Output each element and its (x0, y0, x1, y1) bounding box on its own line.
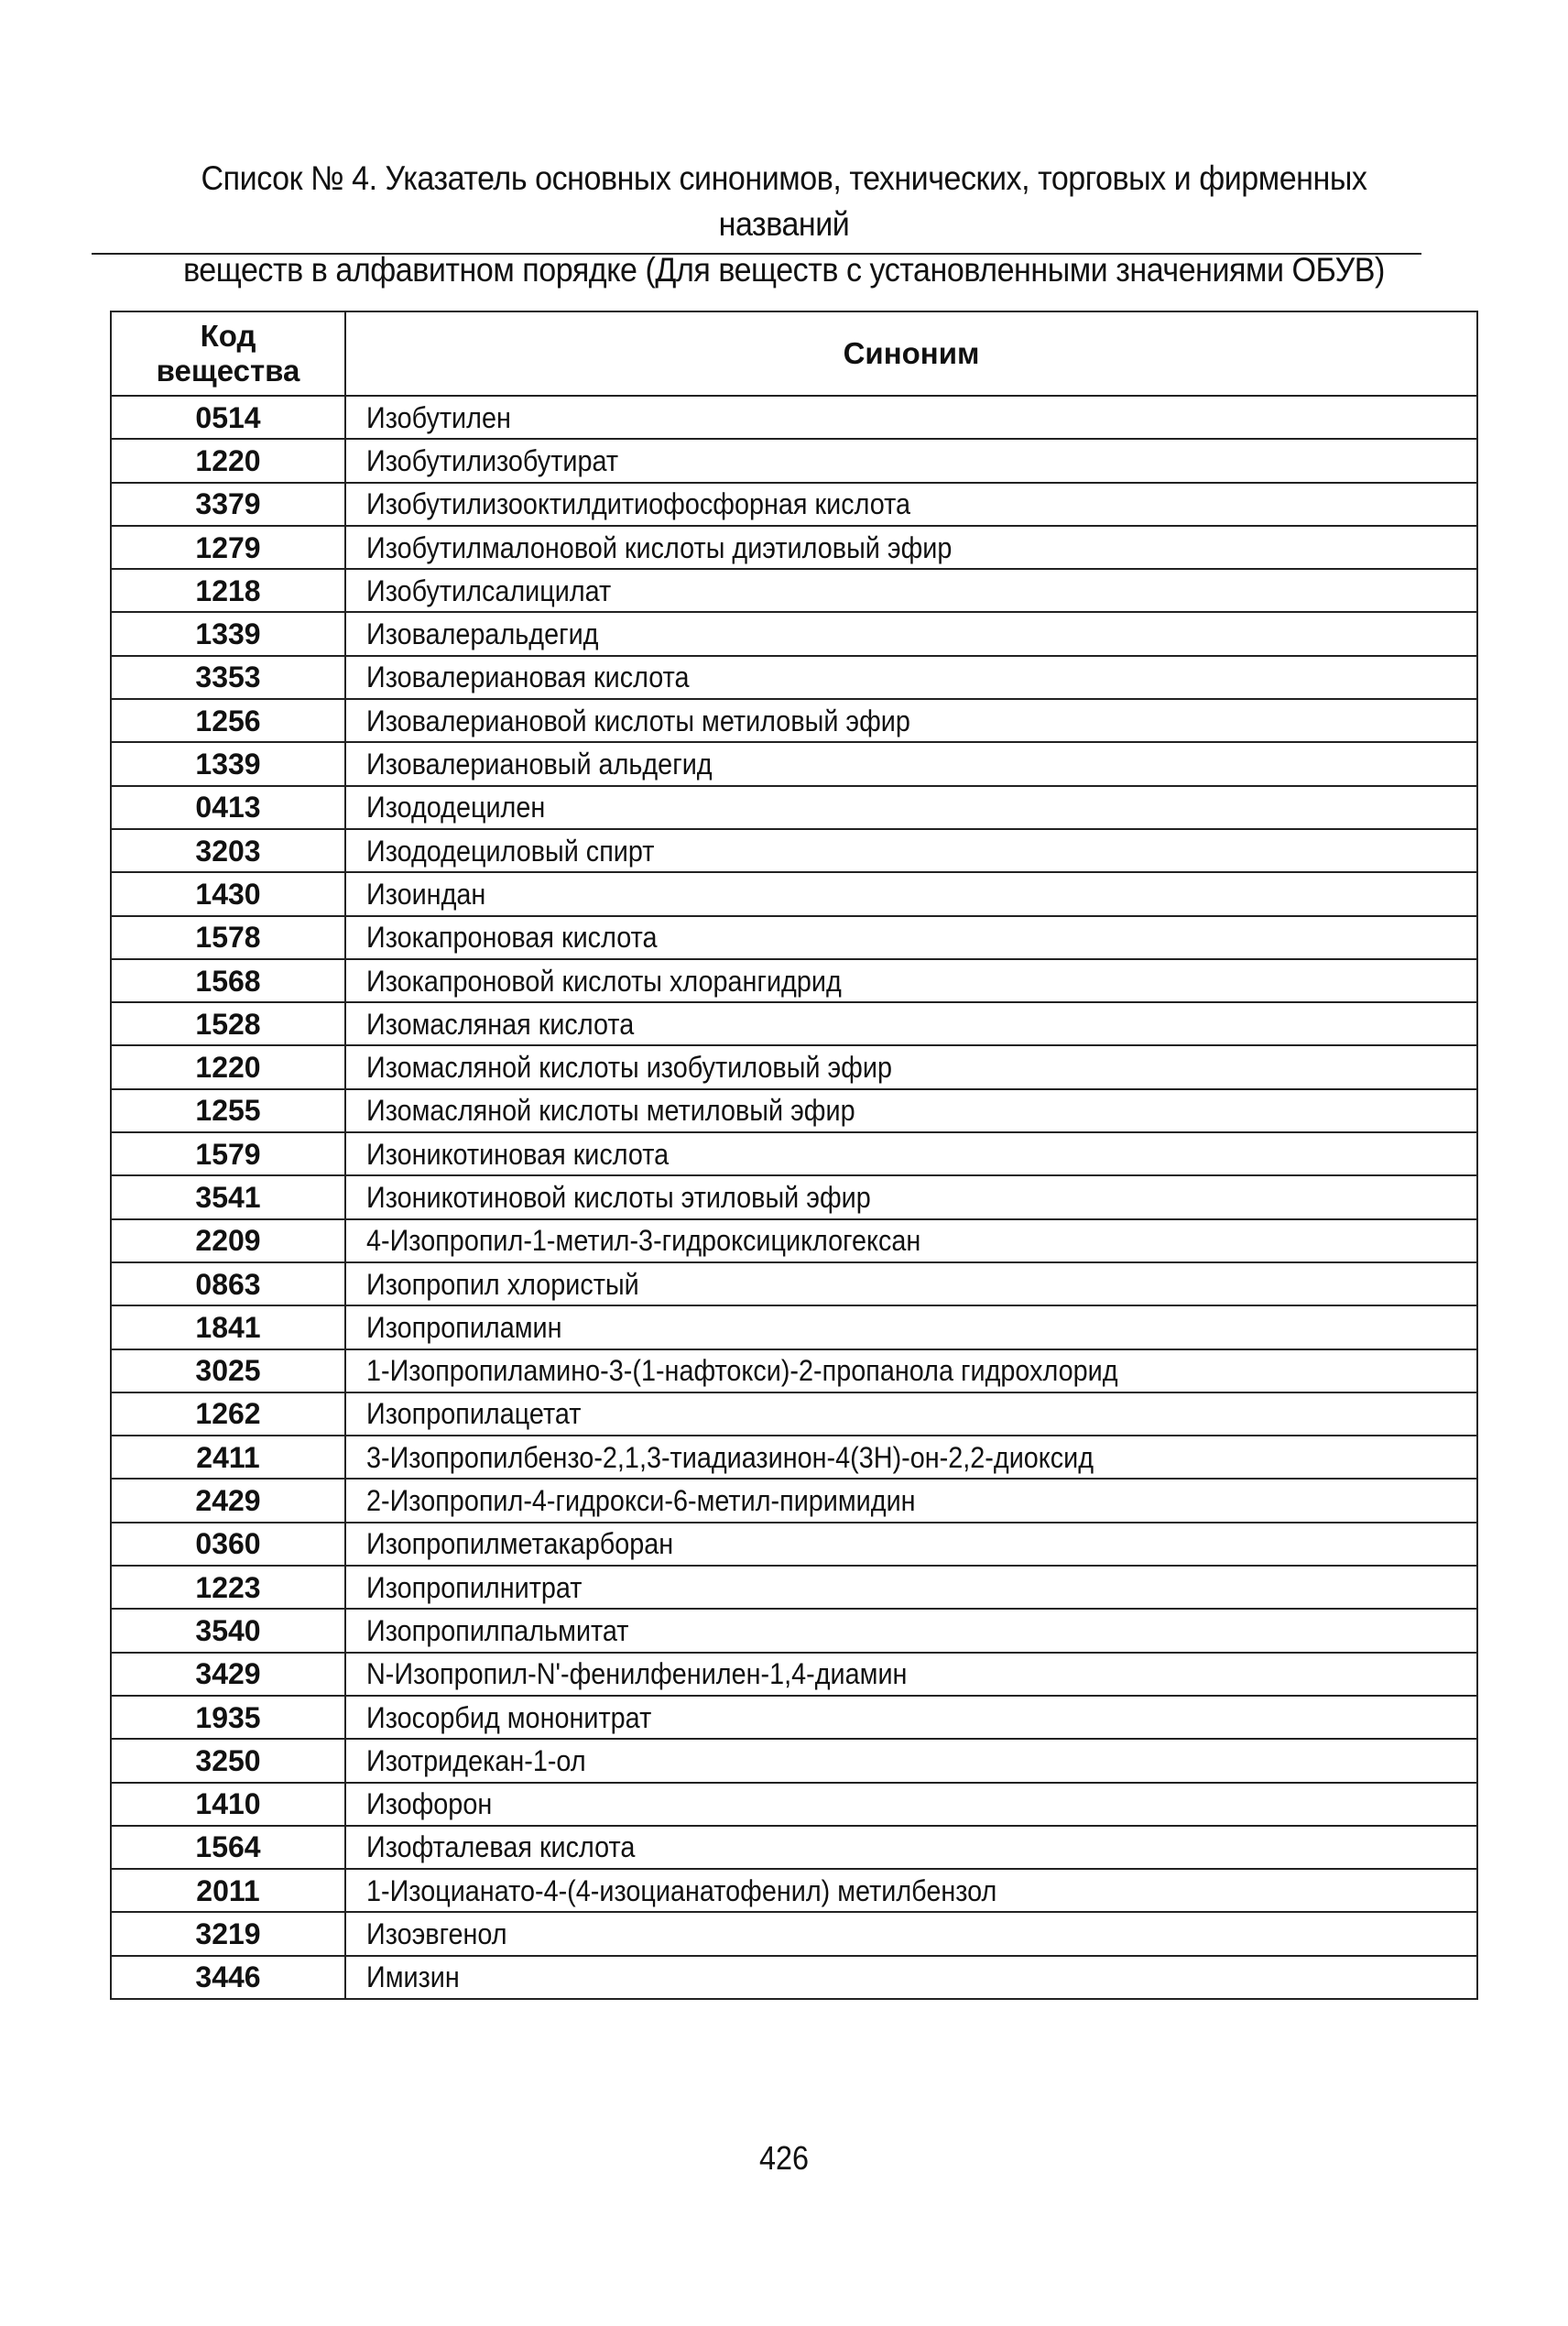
synonym-text: Изомасляной кислоты метиловый эфир (366, 1094, 855, 1128)
substance-code-cell: 1255 (111, 1089, 345, 1132)
table-row (111, 526, 1477, 569)
substance-code-cell: 1223 (111, 1566, 345, 1609)
substance-code-cell: 3203 (111, 829, 345, 872)
substance-code-cell: 1218 (111, 569, 345, 612)
substance-code-cell: 3540 (111, 1609, 345, 1652)
table-row (111, 1132, 1477, 1175)
substance-code-cell: 1256 (111, 699, 345, 742)
synonym-text: Изобутилмалоновой кислоты диэтиловый эфир (366, 530, 953, 564)
synonym-cell (345, 1479, 1477, 1522)
table-row (111, 1175, 1477, 1218)
table-row (111, 1783, 1477, 1826)
synonym-cell (345, 1002, 1477, 1045)
substance-code-cell: 1568 (111, 959, 345, 1002)
substance-code-cell: 0514 (111, 396, 345, 439)
substance-code-cell: 1279 (111, 526, 345, 569)
synonym-text: N-Изопропил-N'-фенилфенилен-1,4-диамин (366, 1657, 908, 1691)
table-row (111, 1219, 1477, 1262)
synonym-text: Изопропилметакарборан (366, 1527, 674, 1561)
synonym-text: Изоникотиновой кислоты этиловый эфир (366, 1180, 871, 1214)
page-number: 426 (758, 2139, 810, 2177)
synonym-text: Изобутилен (366, 400, 511, 434)
synonym-cell (345, 1436, 1477, 1479)
synonym-cell (345, 1262, 1477, 1305)
synonym-cell (345, 526, 1477, 569)
table-row (111, 959, 1477, 1002)
substance-code-cell: 3353 (111, 656, 345, 699)
synonym-text: Изосорбид мононитрат (366, 1700, 652, 1734)
synonym-text: Изопропиламин (366, 1310, 562, 1344)
column-header-code (111, 311, 345, 396)
synonym-text: 4-Изопропил-1-метил-3-гидроксициклогексан (366, 1224, 921, 1258)
table-row (111, 1609, 1477, 1652)
synonym-text: Изомасляная кислота (366, 1007, 635, 1041)
synonym-text: Изотридекан-1-ол (366, 1743, 586, 1777)
substance-code-cell: 3250 (111, 1739, 345, 1782)
table-row (111, 786, 1477, 829)
synonym-cell (345, 1045, 1477, 1088)
column-header-code-line-1: Код (200, 319, 256, 353)
substance-code-cell: 1579 (111, 1132, 345, 1175)
substance-code-cell: 1220 (111, 439, 345, 482)
table-row (111, 1002, 1477, 1045)
table-row (111, 1869, 1477, 1912)
table-row (111, 396, 1477, 439)
substance-code-cell: 2411 (111, 1436, 345, 1479)
synonym-cell (345, 1132, 1477, 1175)
synonym-cell (345, 1523, 1477, 1566)
substance-code-cell: 2011 (111, 1869, 345, 1912)
synonym-text: Изоиндан (366, 877, 486, 911)
table-body (111, 396, 1477, 1999)
synonym-text: Изоэвгенол (366, 1917, 507, 1951)
synonym-cell (345, 1956, 1477, 1999)
substance-code-cell: 1410 (111, 1783, 345, 1826)
synonym-text: Изоникотиновая кислота (366, 1137, 670, 1171)
synonym-cell (345, 396, 1477, 439)
synonym-text: Изокапроновая кислота (366, 921, 658, 955)
table-row (111, 656, 1477, 699)
synonym-cell (345, 1739, 1477, 1782)
synonym-text: Изомасляной кислоты изобутиловый эфир (366, 1051, 892, 1085)
synonym-cell (345, 699, 1477, 742)
synonym-text: Имизин (366, 1960, 460, 1994)
column-header-code-line-2: вещества (156, 354, 300, 388)
synonym-text: 1-Изопропиламино-3-(1-нафтокси)-2-пропанола гидрохлорид (366, 1354, 1118, 1388)
synonym-text: Изопропил хлористый (366, 1267, 639, 1301)
substance-code-cell: 3446 (111, 1956, 345, 1999)
synonym-text: Изобутилизооктилдитиофосфорная кислота (366, 487, 910, 521)
synonym-text: Изопропилпальмитат (366, 1613, 629, 1647)
substance-code-cell: 0863 (111, 1262, 345, 1305)
table-row (111, 1392, 1477, 1436)
substance-code-cell: 3429 (111, 1653, 345, 1696)
synonym-cell (345, 656, 1477, 699)
table-row (111, 1305, 1477, 1349)
substance-code-cell: 3379 (111, 483, 345, 526)
table-row (111, 872, 1477, 915)
substance-code-cell: 1262 (111, 1392, 345, 1436)
substance-code-cell: 1430 (111, 872, 345, 915)
title-divider (92, 253, 1421, 255)
synonym-text: Изопропилнитрат (366, 1570, 583, 1604)
table-row (111, 1262, 1477, 1305)
synonym-text: Изобутилсалицилат (366, 573, 612, 607)
substance-code-cell: 1339 (111, 612, 345, 655)
page-title-line-1: Список № 4. Указатель основных синонимов, технических, торговых и фирменных названий (201, 159, 1367, 243)
synonym-cell (345, 1912, 1477, 1955)
table-row (111, 439, 1477, 482)
table-row (111, 916, 1477, 959)
synonym-text: Изододецилен (366, 791, 546, 824)
synonym-cell (345, 1826, 1477, 1869)
synonym-cell (345, 959, 1477, 1002)
table-row (111, 1089, 1477, 1132)
table-row (111, 1045, 1477, 1088)
synonym-cell (345, 483, 1477, 526)
substance-code-cell: 1528 (111, 1002, 345, 1045)
substance-code-cell: 2209 (111, 1219, 345, 1262)
synonym-text: Изододециловый спирт (366, 834, 655, 868)
substance-code-cell: 1564 (111, 1826, 345, 1869)
table-row (111, 1479, 1477, 1522)
table-row (111, 1956, 1477, 1999)
synonym-text: Изофорон (366, 1787, 493, 1821)
table-row (111, 569, 1477, 612)
synonym-cell (345, 829, 1477, 872)
substance-code-cell: 1220 (111, 1045, 345, 1088)
substance-code-cell: 3025 (111, 1349, 345, 1392)
table-row (111, 1826, 1477, 1869)
table-row (111, 1436, 1477, 1479)
table-row (111, 699, 1477, 742)
substance-code-cell: 2429 (111, 1479, 345, 1522)
synonym-text: 3-Изопропилбензо-2,1,3-тиадиазинон-4(3Н)-он-2,2-диоксид (366, 1440, 1094, 1474)
synonym-cell (345, 439, 1477, 482)
synonym-cell (345, 1349, 1477, 1392)
synonym-cell (345, 1089, 1477, 1132)
synonym-cell (345, 1175, 1477, 1218)
table-row (111, 829, 1477, 872)
synonym-cell (345, 872, 1477, 915)
table-row (111, 1739, 1477, 1782)
synonym-cell (345, 742, 1477, 785)
synonym-cell (345, 916, 1477, 959)
synonym-text: 2-Изопропил-4-гидрокси-6-метил-пиримидин (366, 1484, 916, 1518)
synonym-text: 1-Изоцианато-4-(4-изоцианатофенил) метилбензол (366, 1873, 997, 1907)
substance-code-cell: 0413 (111, 786, 345, 829)
substance-code-cell: 0360 (111, 1523, 345, 1566)
table-row (111, 1696, 1477, 1739)
synonym-cell (345, 1219, 1477, 1262)
table-row (111, 1653, 1477, 1696)
synonym-cell (345, 612, 1477, 655)
table-row (111, 1349, 1477, 1392)
synonym-text: Изофталевая кислота (366, 1830, 636, 1864)
synonym-cell (345, 1392, 1477, 1436)
synonym-cell (345, 786, 1477, 829)
synonym-cell (345, 1869, 1477, 1912)
table-row (111, 742, 1477, 785)
synonym-text: Изовалериановая кислота (366, 661, 690, 694)
synonym-cell (345, 1653, 1477, 1696)
page-title (147, 156, 1421, 293)
page-title-line-2: веществ в алфавитном порядке (Для веществ с установленными значениями ОБУВ) (183, 251, 1385, 289)
synonym-cell (345, 569, 1477, 612)
synonym-text: Изовалеральдегид (366, 617, 599, 651)
table-row (111, 483, 1477, 526)
synonym-cell (345, 1783, 1477, 1826)
synonym-text: Изовалериановый альдегид (366, 748, 713, 781)
column-header-synonym: Синоним (345, 311, 1477, 396)
table-row (111, 1912, 1477, 1955)
substance-code-cell: 3541 (111, 1175, 345, 1218)
synonym-text: Изобутилизобутират (366, 443, 619, 477)
table-row (111, 612, 1477, 655)
substance-code-cell: 1578 (111, 916, 345, 959)
synonym-cell (345, 1305, 1477, 1349)
synonym-text: Изокапроновой кислоты хлорангидрид (366, 964, 842, 998)
synonym-cell (345, 1696, 1477, 1739)
synonym-text: Изовалериановой кислоты метиловый эфир (366, 704, 910, 737)
synonym-cell (345, 1609, 1477, 1652)
substance-code-cell: 3219 (111, 1912, 345, 1955)
substance-code-cell: 1841 (111, 1305, 345, 1349)
table-row (111, 1566, 1477, 1609)
table-row (111, 1523, 1477, 1566)
substance-code-cell: 1339 (111, 742, 345, 785)
table-header-row (111, 311, 1477, 396)
synonym-text: Изопропилацетат (366, 1397, 582, 1431)
synonyms-table (110, 311, 1478, 2000)
substance-code-cell: 1935 (111, 1696, 345, 1739)
synonym-cell (345, 1566, 1477, 1609)
